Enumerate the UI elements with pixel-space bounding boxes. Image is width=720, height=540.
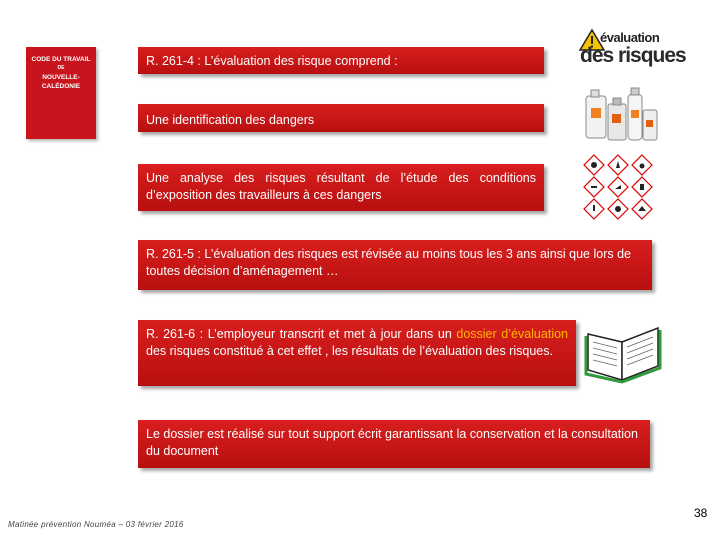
- identification-text: Une identification des dangers: [146, 113, 315, 127]
- logo-bottom-text: des risques: [580, 44, 686, 67]
- footer-text: Matinée prévention Nouméa – 03 février 2016: [8, 520, 184, 529]
- analyse-box: [138, 164, 544, 211]
- r261-5-box: [138, 240, 652, 290]
- identification-box: [138, 104, 544, 132]
- book-title-line2: DE: [57, 65, 65, 71]
- r261-6-box: [138, 320, 576, 386]
- dossier-box: [138, 420, 650, 468]
- book-title-line3: NOUVELLE-CALÉDONIE: [41, 74, 81, 90]
- analyse-text: Une analyse des risques résultant de l’étude des conditions d’exposition des travailleurs à ces dangers: [146, 171, 536, 202]
- r261-6-text-before: R. 261-6 : L’employeur transcrit et met à jour dans un: [146, 327, 457, 341]
- r261-6-text-after: des risques constitué à cet effet , les résultats de l’évaluation des risques.: [146, 344, 553, 358]
- r261-5-text: R. 261-5 : L’évaluation des risques est révisée au moins tous les 3 ans ainsi que lors de toutes décision d’aménagement …: [146, 247, 631, 278]
- page-number: 38: [694, 506, 708, 520]
- code-du-travail-book-image: [26, 47, 96, 139]
- dossier-text: Le dossier est réalisé sur tout support écrit garantissant la conservation et la consultation du document: [146, 427, 638, 458]
- logo-top-text: évaluation: [600, 30, 660, 45]
- book-title: [29, 55, 93, 91]
- book-title-line1: CODE DU TRAVAIL: [31, 56, 91, 63]
- dossier-evaluation-highlight: dossier d’évaluation: [456, 327, 568, 341]
- open-book-image: [584, 320, 662, 384]
- chemical-bottles-image: [582, 86, 660, 148]
- hazard-pictograms-image: [582, 153, 654, 221]
- r261-4-box: [138, 47, 544, 74]
- r261-4-text: R. 261-4 : L’évaluation des risque comprend :: [146, 54, 398, 68]
